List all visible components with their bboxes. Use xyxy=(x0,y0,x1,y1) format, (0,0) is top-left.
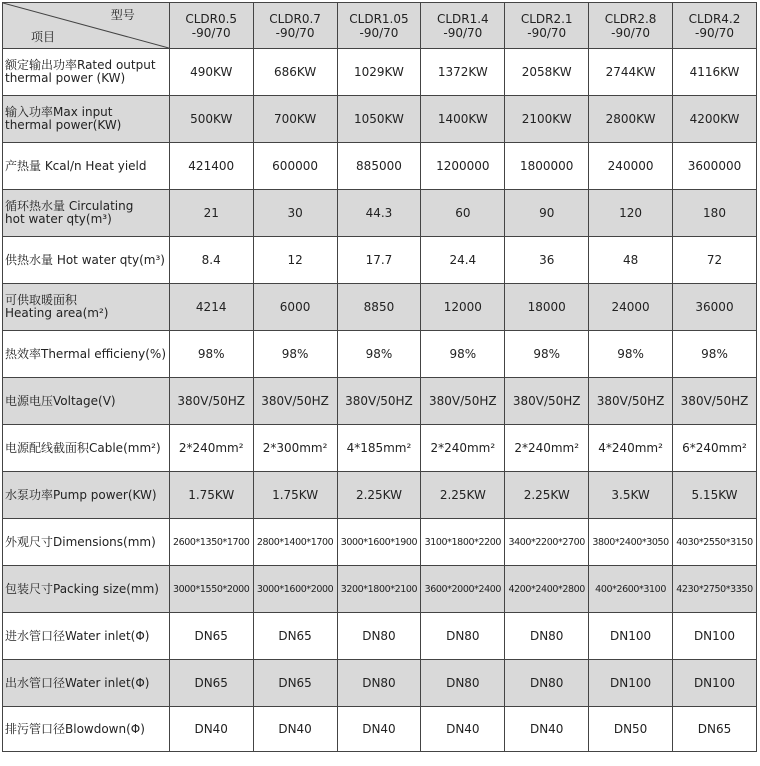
row-label-line: 输入功率Max input xyxy=(5,105,113,119)
value-cell: 5.15KW xyxy=(673,472,757,519)
value-cell: 2058KW xyxy=(505,49,589,96)
value-cell: DN80 xyxy=(337,613,421,660)
value-cell: 380V/50HZ xyxy=(673,378,757,425)
model-header-cell xyxy=(589,3,673,49)
value-cell: 180 xyxy=(673,190,757,237)
value-cell: 6*240mm² xyxy=(673,425,757,472)
row-label-cell xyxy=(3,96,170,143)
value-cell: DN40 xyxy=(169,707,253,752)
value-cell: DN65 xyxy=(169,660,253,707)
value-cell: 400*2600*3100 xyxy=(589,566,673,613)
value-cell: 120 xyxy=(589,190,673,237)
row-label-cell xyxy=(3,707,170,752)
value-cell: DN65 xyxy=(253,613,337,660)
table-row xyxy=(3,566,757,613)
value-cell: DN100 xyxy=(673,660,757,707)
value-cell: DN40 xyxy=(505,707,589,752)
value-cell: 380V/50HZ xyxy=(589,378,673,425)
model-temp-range: -90/70 xyxy=(695,25,734,40)
value-cell: 686KW xyxy=(253,49,337,96)
model-header-cell xyxy=(337,3,421,49)
table-row xyxy=(3,472,757,519)
model-name: CLDR2.1 xyxy=(520,11,573,26)
value-cell: 48 xyxy=(589,237,673,284)
value-cell: 12 xyxy=(253,237,337,284)
value-cell: 60 xyxy=(421,190,505,237)
value-cell: 3600000 xyxy=(673,143,757,190)
value-cell: 98% xyxy=(337,331,421,378)
model-temp-range: -90/70 xyxy=(359,25,399,40)
value-cell: DN65 xyxy=(169,613,253,660)
row-label-cell xyxy=(3,472,170,519)
model-header-cell xyxy=(169,3,253,49)
row-label-cell xyxy=(3,49,170,96)
row-label-line: 额定输出功率Rated output xyxy=(5,58,156,72)
value-cell: 1372KW xyxy=(421,49,505,96)
value-cell: 3.5KW xyxy=(589,472,673,519)
value-cell: DN40 xyxy=(421,707,505,752)
value-cell: 24000 xyxy=(589,284,673,331)
value-cell: 98% xyxy=(253,331,337,378)
value-cell: DN80 xyxy=(337,660,421,707)
model-name: CLDR0.7 xyxy=(269,11,321,26)
value-cell: 24.4 xyxy=(421,237,505,284)
header-corner-cell xyxy=(3,3,170,49)
value-cell: 2*240mm² xyxy=(421,425,505,472)
value-cell: 2800KW xyxy=(589,96,673,143)
row-label-cell xyxy=(3,613,170,660)
table-row xyxy=(3,49,757,96)
spec-table-body xyxy=(3,3,757,752)
row-label-cell xyxy=(3,425,170,472)
table-row xyxy=(3,707,757,752)
value-cell: 90 xyxy=(505,190,589,237)
model-temp-range: -90/70 xyxy=(527,25,567,40)
model-header-cell xyxy=(253,3,337,49)
row-label-cell xyxy=(3,519,170,566)
value-cell: 700KW xyxy=(253,96,337,143)
value-cell: 3000*1600*1900 xyxy=(337,519,421,566)
value-cell: DN65 xyxy=(253,660,337,707)
value-cell: DN65 xyxy=(673,707,757,752)
value-cell: 1050KW xyxy=(337,96,421,143)
row-label-line: hot water qty(m³) xyxy=(5,212,112,226)
value-cell: 2*300mm² xyxy=(253,425,337,472)
row-label-cell xyxy=(3,284,170,331)
value-cell: 12000 xyxy=(421,284,505,331)
value-cell: 1400KW xyxy=(421,96,505,143)
value-cell: 3100*1800*2200 xyxy=(421,519,505,566)
model-header-cell xyxy=(421,3,505,49)
value-cell: 1800000 xyxy=(505,143,589,190)
table-row xyxy=(3,237,757,284)
row-label-line: 出水管口径Water inlet(Φ) xyxy=(5,675,150,690)
corner-item-label: 项目 xyxy=(31,30,56,44)
table-row xyxy=(3,519,757,566)
row-label-cell xyxy=(3,331,170,378)
value-cell: DN40 xyxy=(337,707,421,752)
model-temp-range: -90/70 xyxy=(191,25,231,40)
value-cell: 98% xyxy=(505,331,589,378)
value-cell: 17.7 xyxy=(337,237,421,284)
value-cell: 18000 xyxy=(505,284,589,331)
value-cell: 2.25KW xyxy=(505,472,589,519)
value-cell: DN100 xyxy=(589,660,673,707)
spec-table xyxy=(2,2,757,752)
value-cell: 36000 xyxy=(673,284,757,331)
table-row xyxy=(3,331,757,378)
value-cell: 3000*1550*2000 xyxy=(169,566,253,613)
value-cell: 4200*2400*2800 xyxy=(505,566,589,613)
value-cell: 98% xyxy=(673,331,757,378)
model-temp-range: -90/70 xyxy=(275,25,315,40)
value-cell: DN40 xyxy=(253,707,337,752)
row-label-line: 水泵功率Pump power(KW) xyxy=(5,487,157,502)
value-cell: 4214 xyxy=(169,284,253,331)
value-cell: 4*185mm² xyxy=(337,425,421,472)
header-row xyxy=(3,3,757,49)
row-label-line: 供热水量 Hot water qty(m³) xyxy=(5,252,165,267)
value-cell: 380V/50HZ xyxy=(253,378,337,425)
value-cell: 8850 xyxy=(337,284,421,331)
value-cell: 500KW xyxy=(169,96,253,143)
value-cell: 2100KW xyxy=(505,96,589,143)
row-label-cell xyxy=(3,143,170,190)
row-label-line: thermal power(KW) xyxy=(5,118,122,132)
diagonal-divider xyxy=(3,3,169,48)
row-label-cell xyxy=(3,660,170,707)
row-label-line: 循环热水量 Circulating xyxy=(5,199,134,213)
value-cell: 1029KW xyxy=(337,49,421,96)
model-name: CLDR4.2 xyxy=(688,11,741,26)
row-label-line: 热效率Thermal efficieny(%) xyxy=(5,346,167,361)
row-label-line: 包装尺寸Packing size(mm) xyxy=(5,581,159,596)
row-label-cell xyxy=(3,566,170,613)
table-row xyxy=(3,284,757,331)
row-label-line: Heating area(m²) xyxy=(5,306,109,320)
value-cell: 21 xyxy=(169,190,253,237)
value-cell: 3200*1800*2100 xyxy=(337,566,421,613)
model-name: CLDR1.4 xyxy=(436,11,489,26)
value-cell: DN80 xyxy=(421,613,505,660)
value-cell: 4*240mm² xyxy=(589,425,673,472)
value-cell: 380V/50HZ xyxy=(505,378,589,425)
value-cell: 72 xyxy=(673,237,757,284)
value-cell: DN80 xyxy=(505,660,589,707)
value-cell: 490KW xyxy=(169,49,253,96)
value-cell: 30 xyxy=(253,190,337,237)
value-cell: 3600*2000*2400 xyxy=(421,566,505,613)
value-cell: 3800*2400*3050 xyxy=(589,519,673,566)
value-cell: 4030*2550*3150 xyxy=(673,519,757,566)
table-row xyxy=(3,96,757,143)
row-label-line: 进水管口径Water inlet(Φ) xyxy=(5,628,150,643)
value-cell: 380V/50HZ xyxy=(337,378,421,425)
value-cell: 2600*1350*1700 xyxy=(169,519,253,566)
value-cell: 380V/50HZ xyxy=(421,378,505,425)
value-cell: 98% xyxy=(589,331,673,378)
value-cell: DN100 xyxy=(673,613,757,660)
value-cell: 8.4 xyxy=(169,237,253,284)
value-cell: 2*240mm² xyxy=(169,425,253,472)
value-cell: 421400 xyxy=(169,143,253,190)
value-cell: DN80 xyxy=(505,613,589,660)
value-cell: 1.75KW xyxy=(253,472,337,519)
value-cell: DN100 xyxy=(589,613,673,660)
value-cell: 2*240mm² xyxy=(505,425,589,472)
value-cell: 98% xyxy=(421,331,505,378)
value-cell: DN50 xyxy=(589,707,673,752)
value-cell: 4200KW xyxy=(673,96,757,143)
table-row xyxy=(3,378,757,425)
model-name: CLDR0.5 xyxy=(185,11,238,26)
value-cell: 2.25KW xyxy=(421,472,505,519)
model-name: CLDR2.8 xyxy=(604,11,657,26)
value-cell: 44.3 xyxy=(337,190,421,237)
model-name: CLDR1.05 xyxy=(349,11,409,26)
table-row xyxy=(3,425,757,472)
row-label-line: 产热量 Kcal/n Heat yield xyxy=(5,158,147,173)
value-cell: 240000 xyxy=(589,143,673,190)
value-cell: 6000 xyxy=(253,284,337,331)
table-row xyxy=(3,143,757,190)
value-cell: 98% xyxy=(169,331,253,378)
value-cell: DN80 xyxy=(421,660,505,707)
row-label-line: 外观尺寸Dimensions(mm) xyxy=(5,534,156,549)
table-row xyxy=(3,613,757,660)
model-temp-range: -90/70 xyxy=(443,25,483,40)
table-row xyxy=(3,190,757,237)
value-cell: 4230*2750*3350 xyxy=(673,566,757,613)
row-label-line: 电源电压Voltage(V) xyxy=(5,393,116,408)
value-cell: 2.25KW xyxy=(337,472,421,519)
model-header-cell xyxy=(505,3,589,49)
row-label-cell xyxy=(3,190,170,237)
row-label-cell xyxy=(3,378,170,425)
value-cell: 2800*1400*1700 xyxy=(253,519,337,566)
value-cell: 600000 xyxy=(253,143,337,190)
value-cell: 885000 xyxy=(337,143,421,190)
row-label-line: thermal power (KW) xyxy=(5,71,126,85)
value-cell: 3000*1600*2000 xyxy=(253,566,337,613)
value-cell: 2744KW xyxy=(589,49,673,96)
value-cell: 3400*2200*2700 xyxy=(505,519,589,566)
value-cell: 4116KW xyxy=(673,49,757,96)
model-header-cell xyxy=(673,3,757,49)
table-row xyxy=(3,660,757,707)
value-cell: 380V/50HZ xyxy=(169,378,253,425)
row-label-line: 排污管口径Blowdown(Φ) xyxy=(5,721,145,736)
value-cell: 36 xyxy=(505,237,589,284)
value-cell: 1200000 xyxy=(421,143,505,190)
model-temp-range: -90/70 xyxy=(611,25,651,40)
corner-model-label: 型号 xyxy=(110,8,135,22)
value-cell: 1.75KW xyxy=(169,472,253,519)
row-label-line: 电源配线截面积Cable(mm²) xyxy=(5,440,161,455)
row-label-line: 可供取暖面积 xyxy=(5,293,78,307)
row-label-cell xyxy=(3,237,170,284)
